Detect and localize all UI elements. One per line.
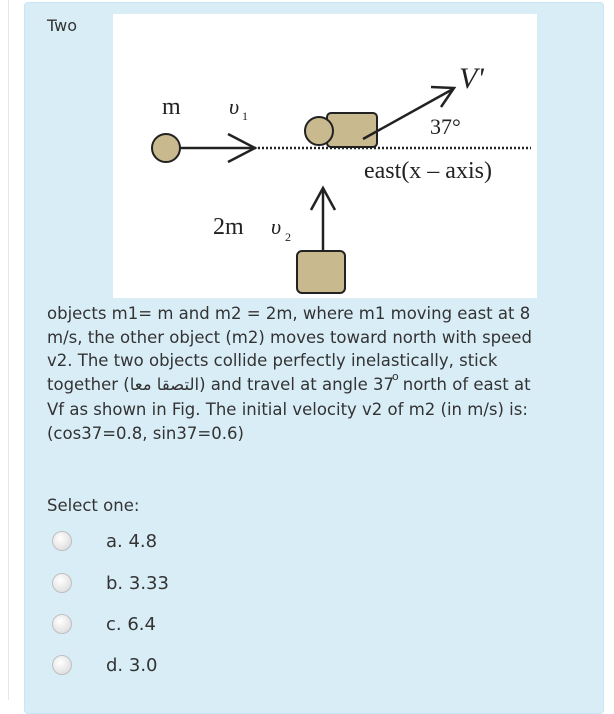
m2-block-combined xyxy=(327,113,377,147)
option-a-label[interactable]: a. 4.8 xyxy=(106,530,158,552)
option-a-radio[interactable] xyxy=(52,531,72,551)
option-c-label[interactable]: c. 6.4 xyxy=(106,613,156,635)
collision-figure xyxy=(113,14,537,298)
question-lead-word: Two xyxy=(47,16,77,35)
option-d-radio[interactable] xyxy=(52,655,72,675)
m1-ball-combined xyxy=(305,117,333,145)
option-a[interactable] xyxy=(52,528,158,554)
question-text-part1: objects m1= m and m2 = 2m, where m1 moving east at 8 m/s, the other object (m2) moves toward north with speed v2. The two objects collide perfectly inelastically, stick together (التصقا معا) and travel at angle 37 xyxy=(47,304,532,394)
label-2m: 2m xyxy=(213,214,244,240)
label-v2: υ xyxy=(271,214,282,239)
degree-mark: o xyxy=(392,369,399,383)
option-d[interactable] xyxy=(52,652,158,678)
m1-ball xyxy=(152,134,180,162)
label-m: m xyxy=(162,94,181,120)
option-c[interactable] xyxy=(52,611,156,637)
question-text-part2: north of east at Vf as shown in Fig. The initial velocity v2 of m2 (in m/s) is: (cos37=0.8, sin37=0.6) xyxy=(47,374,531,443)
label-vprime: V' xyxy=(459,62,484,95)
option-b-radio[interactable] xyxy=(52,573,72,593)
label-v1-sub: 1 xyxy=(242,109,248,123)
option-b-label[interactable]: b. 3.33 xyxy=(106,572,169,594)
option-d-label[interactable]: d. 3.0 xyxy=(106,654,158,676)
option-c-radio[interactable] xyxy=(52,614,72,634)
m2-block xyxy=(297,251,345,293)
question-text xyxy=(47,302,547,445)
select-one-label: Select one: xyxy=(47,496,140,515)
label-v2-sub: 2 xyxy=(285,230,291,244)
page-border xyxy=(8,0,9,700)
label-v1: υ xyxy=(229,94,240,119)
option-b[interactable] xyxy=(52,570,169,596)
label-axis: east(x – axis) xyxy=(364,158,492,184)
label-angle: 37° xyxy=(430,114,461,139)
collision-diagram xyxy=(113,14,537,298)
